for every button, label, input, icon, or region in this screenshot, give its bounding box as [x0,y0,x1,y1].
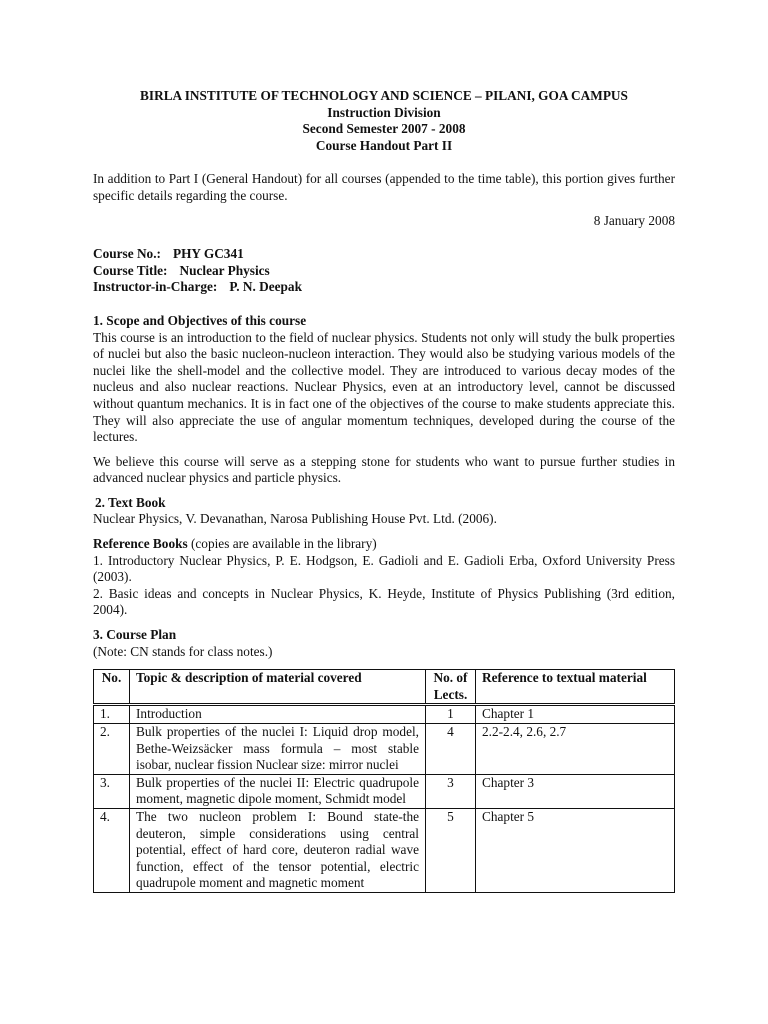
scope-paragraph: This course is an introduction to the field of nuclear physics. Students not only will study the bulk properties of nuclei but also the basic nucleon-nucleon interaction. They would also be studying various models of the nuclei like the shell-model and the collective model. They are introduced to various decay modes of the nucleus and also nuclear reactions. Nuclear Physics, even at an introductory level, cannot be discussed without quantum mechanics. It is in fact one of the objectives of the course to make students appreciate this. They will also appreciate the use of angular momentum techniques, developed during the course of the lectures. [93,329,675,445]
row-lects: 3 [426,774,476,808]
handout-title: Course Handout Part II [315,137,453,153]
document-header [93,88,675,154]
reference-books-label: Reference Books [93,536,188,552]
division-name: Instruction Division [327,104,441,120]
reference-books-note: (copies are available in the library) [187,536,377,552]
table-header-row [94,670,675,705]
row-reference: Chapter 3 [476,774,675,808]
table-row [94,705,675,724]
text-book: Nuclear Physics, V. Devanathan, Narosa Publishing House Pvt. Ltd. (2006). [93,511,497,527]
table-row [94,724,675,775]
row-no: 3. [94,774,130,808]
row-lects: 4 [426,724,476,775]
row-topic: Bulk properties of the nuclei I: Liquid drop model, Bethe-Weizsäcker mass formula – most stable isobar, nuclear fission Nuclear size: mirror nuclei [130,724,426,775]
row-topic: Introduction [130,705,426,724]
header-reference: Reference to textual material [476,670,675,705]
table-row [94,774,675,808]
section2-heading: 2. Text Book [95,494,166,510]
course-number-value: PHY GC341 [172,246,244,262]
course-plan-table [93,669,675,893]
row-reference: Chapter 1 [476,705,675,724]
header-topic: Topic & description of material covered [130,670,426,705]
row-no: 2. [94,724,130,775]
semester: Second Semester 2007 - 2008 [302,121,466,137]
instructor-label: Instructor-in-Charge: [93,279,218,295]
reference-books-heading [93,536,675,553]
row-topic: Bulk properties of the nuclei II: Electric quadrupole moment, magnetic dipole moment, Schmidt model [130,774,426,808]
row-topic: The two nucleon problem I: Bound state-the deuteron, simple considerations using central potential, effect of hard core, deuteron radial wave function, effect of the tensor potential, electric quadrupole moment and magnetic moment [130,808,426,892]
course-title-label: Course Title: [93,262,168,278]
table-row [94,808,675,892]
stepping-stone-paragraph: We believe this course will serve as a stepping stone for students who want to pursue further studies in advanced nuclear physics and particle physics. [93,453,675,486]
instructor-row [93,279,675,296]
header-no: No. [94,670,130,705]
course-title-value: Nuclear Physics [179,262,270,278]
row-lects: 1 [426,705,476,724]
handout-page [93,88,675,893]
reference-book-2: 2. Basic ideas and concepts in Nuclear Physics, K. Heyde, Institute of Physics Publishing (3rd edition, 2004). [93,585,675,618]
course-number-label: Course No.: [93,246,161,262]
row-no: 4. [94,808,130,892]
course-plan-note: (Note: CN stands for class notes.) [93,643,273,659]
header-lects: No. of Lects. [426,670,476,705]
section1-heading: 1. Scope and Objectives of this course [93,312,307,328]
row-lects: 5 [426,808,476,892]
document-date: 8 January 2008 [593,212,675,228]
reference-book-1: 1. Introductory Nuclear Physics, P. E. Hodgson, E. Gadioli and E. Gadioli Erba, Oxford University Press (2003). [93,552,675,585]
course-number-row [93,246,675,263]
row-reference: 2.2-2.4, 2.6, 2.7 [476,724,675,775]
row-no: 1. [94,705,130,724]
row-reference: Chapter 5 [476,808,675,892]
instructor-value: P. N. Deepak [229,279,302,295]
institute-name: BIRLA INSTITUTE OF TECHNOLOGY AND SCIENCE – PILANI, GOA CAMPUS [140,88,628,103]
course-title-row [93,263,675,280]
section3-heading: 3. Course Plan [93,627,177,643]
intro-paragraph: In addition to Part I (General Handout) for all courses (appended to the time table), this portion gives further specific details regarding the course. [93,171,675,203]
